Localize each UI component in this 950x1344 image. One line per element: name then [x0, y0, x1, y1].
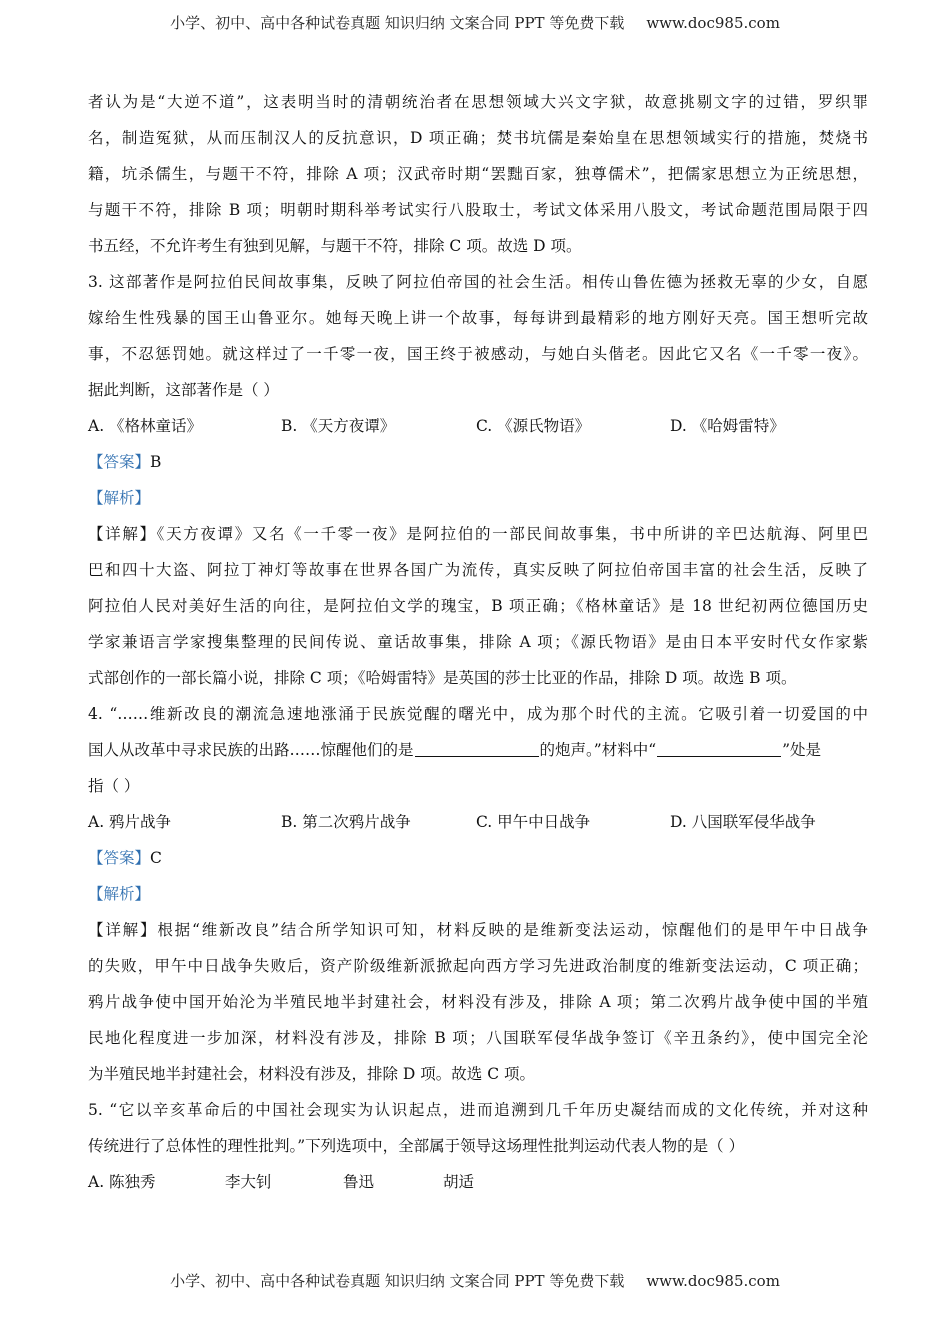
fill-blank	[657, 736, 781, 757]
analysis-tag: 【解析】	[88, 489, 151, 507]
detail-line: 阿拉伯人民对美好生活的向往，是阿拉伯文学的瑰宝，B 项正确；《格林童话》是 18 世纪初两位德国历史	[88, 597, 868, 615]
footer-text: 小学、初中、高中各种试卷真题 知识归纳 文案合同 PPT 等免费下载	[170, 1272, 625, 1290]
option-d: D. 《哈姆雷特》	[670, 417, 785, 435]
question-5-option-a	[88, 1164, 868, 1200]
option-a-item: A. 陈独秀	[88, 1173, 156, 1191]
detail-line: 鸦片战争使中国开始沦为半殖民地半封建社会，材料没有涉及，排除 A 项；第二次鸦片战争使中国的半殖	[88, 993, 868, 1011]
question-4-stem: 4. “……维新改良的潮流急速地涨涌于民族觉醒的曙光中，成为那个时代的主流。它吸引着一切爱国的中	[88, 705, 868, 723]
option-a-item: 李大钊	[225, 1173, 272, 1191]
fill-blank	[415, 736, 539, 757]
question-4-options	[88, 804, 868, 840]
question-3-stem: 据此判断，这部著作是（ ）	[88, 381, 279, 399]
option-b: B. 《天方夜谭》	[281, 417, 396, 435]
detail-line: 民地化程度进一步加深，材料没有涉及，排除 B 项；八国联军侵华战争签订《辛丑条约》，使中国完全沦	[88, 1029, 868, 1047]
paragraph-line: 与题干不符，排除 B 项；明朝时期科举考试实行八股取士，考试文体采用八股文，考试命题范围局限于四	[88, 201, 868, 219]
detail-line: 【详解】《天方夜谭》又名《一千零一夜》是阿拉伯的一部民间故事集，书中所讲的辛巴达航海、阿里巴	[88, 525, 868, 543]
detail-line: 的失败，甲午中日战争失败后，资产阶级维新派掀起向西方学习先进政治制度的维新变法运动，C 项正确；	[88, 957, 868, 975]
question-3-stem: 事，不忍惩罚她。就这样过了一千零一夜，国王终于被感动，与她白头偕老。因此它又名《一千零一夜》。	[88, 345, 868, 363]
paragraph-line: 名，制造冤狱，从而压制汉人的反抗意识，D 项正确；焚书坑儒是秦始皇在思想领域实行的措施，焚烧书	[88, 129, 868, 147]
detail-tag: 【详解】	[88, 525, 157, 543]
header-text: 小学、初中、高中各种试卷真题 知识归纳 文案合同 PPT 等免费下载	[170, 14, 625, 32]
page-header	[0, 12, 950, 33]
question-4-stem: 指（ ）	[88, 777, 140, 795]
option-d: D. 八国联军侵华战争	[670, 813, 816, 831]
footer-url[interactable]: www.doc985.com	[646, 1272, 780, 1290]
question-4-stem: 国人从改革中寻求民族的出路……惊醒他们的是 的炮声。”材料中“ ”处是	[88, 732, 868, 768]
answer-value: B	[150, 453, 162, 471]
question-3-options	[88, 408, 868, 444]
option-a-item: 胡适	[443, 1173, 475, 1191]
answer-tag: 【答案】	[88, 849, 151, 867]
page-footer	[0, 1270, 950, 1291]
paragraph-line: 者认为是“大逆不道”，这表明当时的清朝统治者在思想领域大兴文字狱，故意挑剔文字的过错，罗织罪	[88, 93, 868, 111]
question-3-stem: 嫁给生性残暴的国王山鲁亚尔。她每天晚上讲一个故事，每每讲到最精彩的地方刚好天亮。国王想听完故	[88, 309, 868, 327]
detail-line: 为半殖民地半封建社会，材料没有涉及，排除 D 项。故选 C 项。	[88, 1065, 535, 1083]
answer-tag: 【答案】	[88, 453, 151, 471]
analysis-line	[88, 480, 868, 516]
analysis-line	[88, 876, 868, 912]
option-c: C. 《源氏物语》	[476, 417, 591, 435]
detail-line: 学家兼语言学家搜集整理的民间传说、童话故事集，排除 A 项；《源氏物语》是由日本平安时代女作家紫	[88, 633, 868, 651]
option-a-item: 鲁迅	[343, 1173, 375, 1191]
header-url[interactable]: www.doc985.com	[646, 14, 780, 32]
question-5-stem: 5. “它以辛亥革命后的中国社会现实为认识起点，进而追溯到几千年历史凝结而成的文化传统，并对这种	[88, 1101, 868, 1119]
answer-line	[88, 840, 868, 876]
option-a: A. 《格林童话》	[88, 417, 203, 435]
detail-line: 【详解】根据“维新改良”结合所学知识可知，材料反映的是维新变法运动，惊醒他们的是甲午中日战争	[88, 921, 868, 939]
question-3-stem: 3. 这部著作是阿拉伯民间故事集，反映了阿拉伯帝国的社会生活。相传山鲁佐德为拯救无辜的少女，自愿	[88, 273, 868, 291]
answer-value: C	[150, 849, 162, 867]
answer-line	[88, 444, 868, 480]
paragraph-line: 书五经，不允许考生有独到见解，与题干不符，排除 C 项。故选 D 项。	[88, 237, 582, 255]
detail-line: 巴和四十大盗、阿拉丁神灯等故事在世界各国广为流传，真实反映了阿拉伯帝国丰富的社会生活，反映了	[88, 561, 868, 579]
document-body	[88, 84, 868, 1200]
analysis-tag: 【解析】	[88, 885, 151, 903]
option-a: A. 鸦片战争	[88, 813, 172, 831]
paragraph-line: 籍，坑杀儒生，与题干不符，排除 A 项；汉武帝时期“罢黜百家，独尊儒术”，把儒家思想立为正统思想，	[88, 165, 868, 183]
option-b: B. 第二次鸦片战争	[281, 813, 411, 831]
detail-line: 式部创作的一部长篇小说，排除 C 项；《哈姆雷特》是英国的莎士比亚的作品，排除 D 项。故选 B 项。	[88, 669, 797, 687]
question-5-stem: 传统进行了总体性的理性批判。”下列选项中，全部属于领导这场理性批判运动代表人物的是（ ）	[88, 1137, 745, 1155]
detail-tag: 【详解】	[88, 921, 158, 939]
option-c: C. 甲午中日战争	[476, 813, 591, 831]
